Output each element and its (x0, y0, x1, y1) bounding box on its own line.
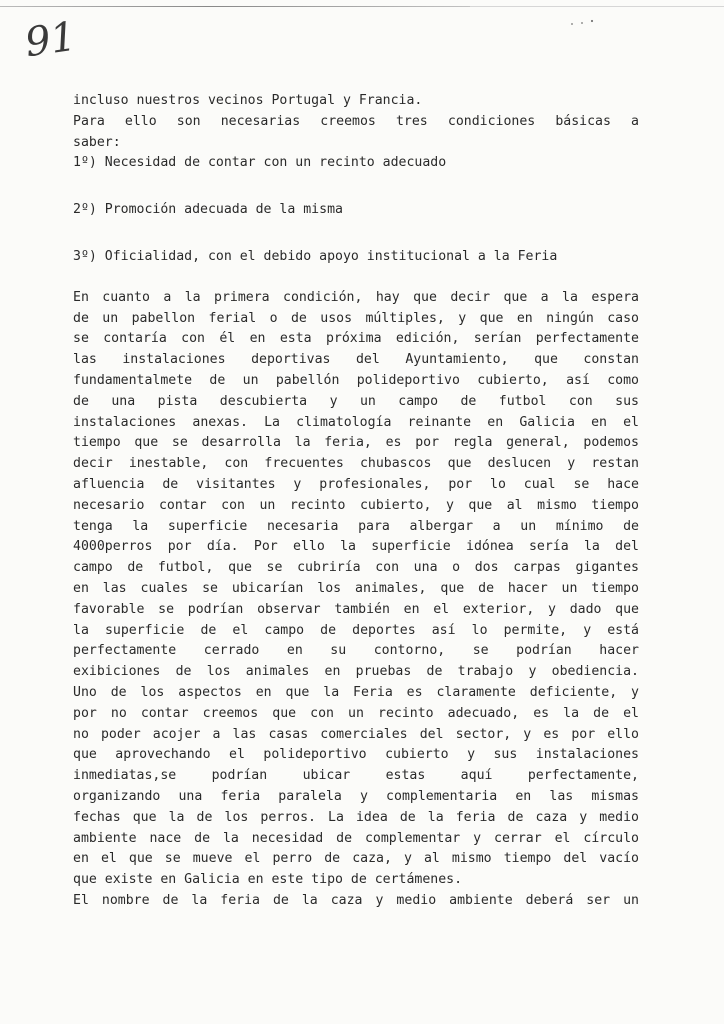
body-line: instalaciones anexas. La climatología reinante en Galicia en el (73, 414, 639, 430)
body-line: la superficie de el campo de deportes así lo permite, y está (73, 622, 639, 638)
body-line: favorable se podrían observar también en el exterior, y dado que (73, 601, 639, 617)
body-line: que aprovechando el polideportivo cubierto y sus instalaciones (73, 747, 639, 763)
scan-edge-line-right (470, 6, 724, 7)
intro-line: saber: (73, 134, 121, 150)
body-line: ambiente nace de la necesidad de complementar y cerrar el círculo (73, 830, 639, 846)
body-line: perfectamente cerrado en su contorno, se podrían hacer (73, 643, 639, 659)
document-body (73, 91, 639, 912)
body-line: en el que se mueve el perro de caza, y al mismo tiempo del vacío (73, 851, 639, 867)
body-line: En cuanto a la primera condición, hay que decir que a la espera (73, 289, 639, 305)
body-line: por no contar creemos que con un recinto adecuado, es la de el (73, 705, 639, 721)
body-line: decir inestable, con frecuentes chubascos que deslucen y restan (73, 456, 639, 472)
body-line: fundamentalmete de un pabellón polideportivo cubierto, así como (73, 372, 639, 388)
condition-item: 3º) Oficialidad, con el debido apoyo institucional a la Feria (73, 248, 558, 264)
condition-item: 2º) Promoción adecuada de la misma (73, 202, 343, 218)
body-line: en las cuales se ubicarían los animales, que de hacer un tiempo (73, 580, 639, 596)
body-line: campo de futbol, que se cubriría con una o dos carpas gigantes (73, 560, 639, 576)
body-line: Uno de los aspectos en que la Feria es claramente deficiente, y (73, 684, 639, 700)
body-line: El nombre de la feria de la caza y medio ambiente deberá ser un (73, 892, 639, 908)
body-line: inmediatas,se podrían ubicar estas aquí perfectamente, (73, 768, 639, 784)
condition-item: 1º) Necesidad de contar con un recinto adecuado (73, 155, 447, 171)
body-line: las instalaciones deportivas del Ayuntamiento, que constan (73, 352, 639, 368)
body-line: tenga la superficie necesaria para albergar a un mínimo de (73, 518, 639, 534)
body-line: fechas que la de los perros. La idea de la feria de caza y medio (73, 809, 639, 825)
body-line: organizando una feria paralela y complementaria en las mismas (73, 788, 639, 804)
body-line: 4000perros por día. Por ello la superficie idónea sería la del (73, 539, 639, 555)
body-line: tiempo que se desarrolla la feria, es por regla general, podemos (73, 435, 639, 451)
body-line: de una pista descubierta y un campo de futbol con sus (73, 393, 639, 409)
intro-line: Para ello son necesarias creemos tres condiciones básicas a (73, 113, 639, 129)
intro-line: incluso nuestros vecinos Portugal y Francia. (73, 93, 423, 108)
body-line: exibiciones de los animales en pruebas de trabajo y obediencia. (73, 664, 639, 680)
body-line: no poder acojer a las casas comerciales del sector, y es por ello (73, 726, 639, 742)
body-line: de un pabellon ferial o de usos múltiples, y que en ningún caso (73, 310, 639, 326)
body-line: se contaría con él en esta próxima edición, serían perfectamente (73, 331, 639, 347)
handwritten-page-number: 91 (22, 13, 80, 67)
scan-edge-line (0, 6, 520, 7)
scan-speck-marks (568, 18, 598, 28)
body-line: afluencia de visitantes y profesionales, por lo cual se hace (73, 476, 639, 492)
body-line: necesario contar con un recinto cubierto, y que al mismo tiempo (73, 497, 639, 513)
body-line: que existe en Galicia en este tipo de certámenes. (73, 872, 463, 888)
